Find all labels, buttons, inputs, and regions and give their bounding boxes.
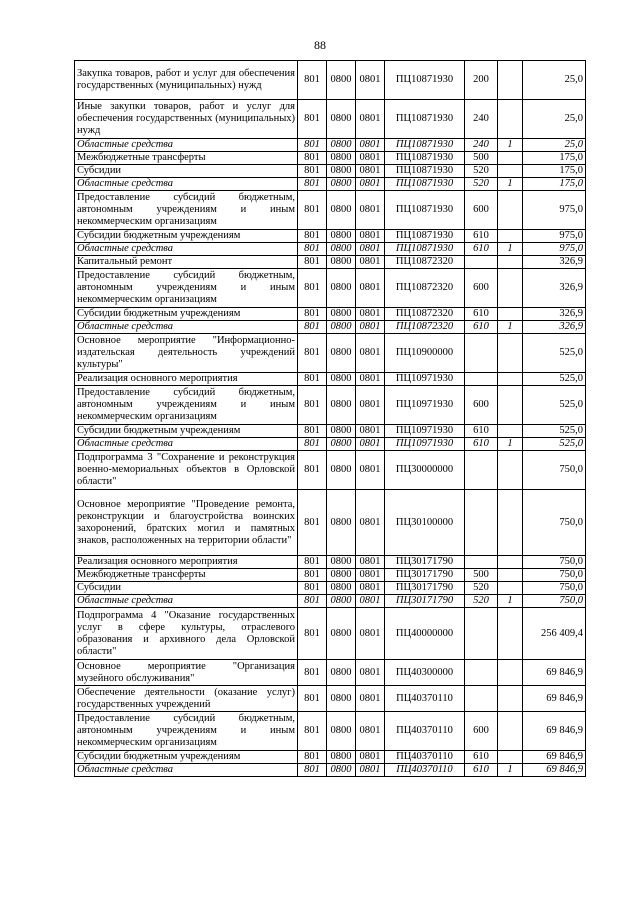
table-row xyxy=(75,386,586,425)
row-ved: 801 xyxy=(298,373,327,386)
row-name: Капитальный ремонт xyxy=(75,256,298,269)
table-row xyxy=(75,490,586,556)
row-subsection: 0801 xyxy=(356,751,385,764)
row-subsection: 0801 xyxy=(356,582,385,595)
row-name: Областные средства xyxy=(75,243,298,256)
row-funding-source xyxy=(498,712,523,751)
row-funding-source xyxy=(498,386,523,425)
row-target-article: ПЦ10871930 xyxy=(385,61,465,100)
row-subsection: 0801 xyxy=(356,243,385,256)
row-subsection: 0801 xyxy=(356,386,385,425)
row-section: 0800 xyxy=(327,686,356,712)
row-amount: 25,0 xyxy=(523,100,586,139)
table-row xyxy=(75,438,586,451)
table-row xyxy=(75,191,586,230)
table-row xyxy=(75,334,586,373)
row-subsection: 0801 xyxy=(356,556,385,569)
row-amount: 256 409,4 xyxy=(523,608,586,660)
row-target-article: ПЦ10871930 xyxy=(385,243,465,256)
row-funding-source xyxy=(498,373,523,386)
row-name: Субсидии бюджетным учреждениям xyxy=(75,230,298,243)
row-funding-source: 1 xyxy=(498,321,523,334)
row-funding-source xyxy=(498,451,523,490)
row-target-article: ПЦ10871930 xyxy=(385,165,465,178)
row-ved: 801 xyxy=(298,139,327,152)
row-ved: 801 xyxy=(298,556,327,569)
row-ved: 801 xyxy=(298,178,327,191)
row-expense-type: 610 xyxy=(465,321,498,334)
table-row xyxy=(75,230,586,243)
table-row xyxy=(75,61,586,100)
row-section: 0800 xyxy=(327,191,356,230)
row-name: Областные средства xyxy=(75,178,298,191)
row-expense-type: 500 xyxy=(465,152,498,165)
row-ved: 801 xyxy=(298,269,327,308)
table-row xyxy=(75,451,586,490)
row-target-article: ПЦ30171790 xyxy=(385,582,465,595)
row-expense-type: 610 xyxy=(465,751,498,764)
row-expense-type: 610 xyxy=(465,438,498,451)
row-target-article: ПЦ30000000 xyxy=(385,451,465,490)
row-section: 0800 xyxy=(327,178,356,191)
row-expense-type: 520 xyxy=(465,582,498,595)
row-target-article: ПЦ10871930 xyxy=(385,152,465,165)
row-funding-source xyxy=(498,425,523,438)
row-section: 0800 xyxy=(327,373,356,386)
budget-table-body xyxy=(75,61,586,777)
row-amount: 25,0 xyxy=(523,61,586,100)
row-name: Основное мероприятие "Информационно-издательская деятельность учреждений культуры" xyxy=(75,334,298,373)
row-expense-type: 200 xyxy=(465,61,498,100)
row-name: Областные средства xyxy=(75,764,298,777)
row-section: 0800 xyxy=(327,230,356,243)
table-row xyxy=(75,100,586,139)
row-section: 0800 xyxy=(327,256,356,269)
row-expense-type: 600 xyxy=(465,269,498,308)
row-ved: 801 xyxy=(298,230,327,243)
row-amount: 69 846,9 xyxy=(523,751,586,764)
row-amount: 750,0 xyxy=(523,490,586,556)
table-row xyxy=(75,595,586,608)
row-name: Подпрограмма 4 "Оказание государственных услуг в сфере культуры, отраслевого образования и архивного дела Орловской области" xyxy=(75,608,298,660)
row-section: 0800 xyxy=(327,243,356,256)
row-expense-type xyxy=(465,556,498,569)
row-subsection: 0801 xyxy=(356,308,385,321)
row-amount: 525,0 xyxy=(523,373,586,386)
row-funding-source xyxy=(498,582,523,595)
row-amount: 525,0 xyxy=(523,438,586,451)
row-ved: 801 xyxy=(298,438,327,451)
row-name: Подпрограмма 3 "Сохранение и реконструкция военно-мемориальных объектов в Орловской области" xyxy=(75,451,298,490)
row-section: 0800 xyxy=(327,100,356,139)
row-target-article: ПЦ30171790 xyxy=(385,569,465,582)
table-row xyxy=(75,256,586,269)
row-subsection: 0801 xyxy=(356,764,385,777)
row-target-article: ПЦ10971930 xyxy=(385,386,465,425)
row-subsection: 0801 xyxy=(356,334,385,373)
row-target-article: ПЦ10871930 xyxy=(385,139,465,152)
row-ved: 801 xyxy=(298,569,327,582)
row-section: 0800 xyxy=(327,764,356,777)
row-section: 0800 xyxy=(327,61,356,100)
row-expense-type xyxy=(465,686,498,712)
row-subsection: 0801 xyxy=(356,608,385,660)
row-name: Закупка товаров, работ и услуг для обеспечения государственных (муниципальных) нужд xyxy=(75,61,298,100)
row-amount: 525,0 xyxy=(523,425,586,438)
row-amount: 25,0 xyxy=(523,139,586,152)
row-section: 0800 xyxy=(327,595,356,608)
row-name: Субсидии бюджетным учреждениям xyxy=(75,751,298,764)
row-funding-source xyxy=(498,556,523,569)
row-expense-type xyxy=(465,334,498,373)
row-subsection: 0801 xyxy=(356,712,385,751)
row-ved: 801 xyxy=(298,191,327,230)
table-row xyxy=(75,425,586,438)
row-subsection: 0801 xyxy=(356,686,385,712)
row-name: Областные средства xyxy=(75,595,298,608)
row-section: 0800 xyxy=(327,660,356,686)
row-expense-type: 520 xyxy=(465,165,498,178)
row-name: Основное мероприятие "Проведение ремонта, реконструкции и благоустройства воинских захоронений, братских могил и памятных знаков, расположенных на территории области" xyxy=(75,490,298,556)
row-expense-type: 610 xyxy=(465,243,498,256)
row-target-article: ПЦ40370110 xyxy=(385,712,465,751)
row-section: 0800 xyxy=(327,386,356,425)
row-target-article: ПЦ30171790 xyxy=(385,595,465,608)
row-amount: 175,0 xyxy=(523,178,586,191)
row-name: Предоставление субсидий бюджетным, автономным учреждениям и иным некоммерческим организациям xyxy=(75,712,298,751)
row-name: Субсидии бюджетным учреждениям xyxy=(75,425,298,438)
table-row xyxy=(75,569,586,582)
row-funding-source xyxy=(498,152,523,165)
row-subsection: 0801 xyxy=(356,191,385,230)
table-row xyxy=(75,660,586,686)
row-target-article: ПЦ10871930 xyxy=(385,230,465,243)
row-ved: 801 xyxy=(298,100,327,139)
row-amount: 975,0 xyxy=(523,230,586,243)
table-row xyxy=(75,712,586,751)
row-expense-type xyxy=(465,490,498,556)
row-funding-source xyxy=(498,256,523,269)
row-name: Областные средства xyxy=(75,321,298,334)
page-number: 88 xyxy=(314,38,326,52)
table-row xyxy=(75,152,586,165)
row-ved: 801 xyxy=(298,712,327,751)
row-name: Реализация основного мероприятия xyxy=(75,373,298,386)
row-name: Предоставление субсидий бюджетным, автономным учреждениям и иным некоммерческим организациям xyxy=(75,386,298,425)
row-ved: 801 xyxy=(298,334,327,373)
budget-table xyxy=(74,60,586,777)
row-name: Реализация основного мероприятия xyxy=(75,556,298,569)
table-row xyxy=(75,582,586,595)
row-target-article: ПЦ40300000 xyxy=(385,660,465,686)
row-amount: 750,0 xyxy=(523,556,586,569)
row-section: 0800 xyxy=(327,712,356,751)
row-section: 0800 xyxy=(327,152,356,165)
row-expense-type: 610 xyxy=(465,764,498,777)
table-row xyxy=(75,178,586,191)
row-subsection: 0801 xyxy=(356,230,385,243)
row-ved: 801 xyxy=(298,386,327,425)
row-target-article: ПЦ10971930 xyxy=(385,373,465,386)
row-amount: 326,9 xyxy=(523,308,586,321)
row-funding-source: 1 xyxy=(498,764,523,777)
row-name: Субсидии xyxy=(75,582,298,595)
row-ved: 801 xyxy=(298,451,327,490)
row-funding-source: 1 xyxy=(498,139,523,152)
row-target-article: ПЦ40370110 xyxy=(385,686,465,712)
row-expense-type xyxy=(465,451,498,490)
row-expense-type: 500 xyxy=(465,569,498,582)
row-funding-source: 1 xyxy=(498,243,523,256)
row-section: 0800 xyxy=(327,139,356,152)
row-expense-type: 610 xyxy=(465,308,498,321)
row-expense-type xyxy=(465,660,498,686)
row-name: Межбюджетные трансферты xyxy=(75,569,298,582)
row-target-article: ПЦ40370110 xyxy=(385,764,465,777)
row-amount: 326,9 xyxy=(523,321,586,334)
row-name: Обеспечение деятельности (оказание услуг) государственных учреждений xyxy=(75,686,298,712)
row-amount: 750,0 xyxy=(523,582,586,595)
row-funding-source xyxy=(498,569,523,582)
row-amount: 975,0 xyxy=(523,243,586,256)
row-target-article: ПЦ10971930 xyxy=(385,425,465,438)
row-name: Иные закупки товаров, работ и услуг для обеспечения государственных (муниципальных) нужд xyxy=(75,100,298,139)
row-section: 0800 xyxy=(327,569,356,582)
row-amount: 326,9 xyxy=(523,256,586,269)
row-section: 0800 xyxy=(327,751,356,764)
row-ved: 801 xyxy=(298,321,327,334)
row-target-article: ПЦ30171790 xyxy=(385,556,465,569)
row-expense-type: 520 xyxy=(465,178,498,191)
row-expense-type: 520 xyxy=(465,595,498,608)
row-subsection: 0801 xyxy=(356,139,385,152)
row-expense-type: 240 xyxy=(465,139,498,152)
row-ved: 801 xyxy=(298,243,327,256)
row-expense-type xyxy=(465,608,498,660)
table-row xyxy=(75,165,586,178)
row-ved: 801 xyxy=(298,425,327,438)
row-amount: 69 846,9 xyxy=(523,712,586,751)
row-target-article: ПЦ40000000 xyxy=(385,608,465,660)
row-amount: 175,0 xyxy=(523,152,586,165)
row-expense-type: 600 xyxy=(465,386,498,425)
row-subsection: 0801 xyxy=(356,569,385,582)
row-section: 0800 xyxy=(327,308,356,321)
row-expense-type: 600 xyxy=(465,712,498,751)
row-expense-type: 610 xyxy=(465,425,498,438)
row-funding-source: 1 xyxy=(498,438,523,451)
row-amount: 175,0 xyxy=(523,165,586,178)
table-row xyxy=(75,308,586,321)
row-subsection: 0801 xyxy=(356,165,385,178)
row-funding-source: 1 xyxy=(498,595,523,608)
row-subsection: 0801 xyxy=(356,61,385,100)
row-target-article: ПЦ10872320 xyxy=(385,308,465,321)
row-name: Субсидии xyxy=(75,165,298,178)
row-amount: 326,9 xyxy=(523,269,586,308)
row-funding-source xyxy=(498,608,523,660)
row-subsection: 0801 xyxy=(356,490,385,556)
row-subsection: 0801 xyxy=(356,660,385,686)
row-name: Областные средства xyxy=(75,139,298,152)
row-name: Областные средства xyxy=(75,438,298,451)
row-target-article: ПЦ30100000 xyxy=(385,490,465,556)
row-ved: 801 xyxy=(298,165,327,178)
row-expense-type: 610 xyxy=(465,230,498,243)
row-funding-source xyxy=(498,308,523,321)
row-ved: 801 xyxy=(298,751,327,764)
row-ved: 801 xyxy=(298,61,327,100)
row-funding-source xyxy=(498,686,523,712)
row-section: 0800 xyxy=(327,165,356,178)
row-subsection: 0801 xyxy=(356,178,385,191)
row-name: Межбюджетные трансферты xyxy=(75,152,298,165)
row-amount: 975,0 xyxy=(523,191,586,230)
row-amount: 750,0 xyxy=(523,451,586,490)
row-section: 0800 xyxy=(327,490,356,556)
row-amount: 69 846,9 xyxy=(523,686,586,712)
row-funding-source xyxy=(498,490,523,556)
row-section: 0800 xyxy=(327,438,356,451)
table-row xyxy=(75,243,586,256)
row-target-article: ПЦ10872320 xyxy=(385,321,465,334)
row-name: Основное мероприятие "Организация музейного обслуживания" xyxy=(75,660,298,686)
row-expense-type: 240 xyxy=(465,100,498,139)
row-target-article: ПЦ10871930 xyxy=(385,191,465,230)
row-subsection: 0801 xyxy=(356,373,385,386)
row-ved: 801 xyxy=(298,764,327,777)
table-row xyxy=(75,608,586,660)
row-funding-source xyxy=(498,660,523,686)
row-funding-source xyxy=(498,334,523,373)
row-expense-type: 600 xyxy=(465,191,498,230)
row-funding-source xyxy=(498,100,523,139)
row-section: 0800 xyxy=(327,582,356,595)
row-subsection: 0801 xyxy=(356,321,385,334)
row-ved: 801 xyxy=(298,660,327,686)
row-section: 0800 xyxy=(327,334,356,373)
row-ved: 801 xyxy=(298,490,327,556)
row-funding-source xyxy=(498,230,523,243)
row-expense-type xyxy=(465,256,498,269)
row-amount: 750,0 xyxy=(523,569,586,582)
row-subsection: 0801 xyxy=(356,256,385,269)
row-ved: 801 xyxy=(298,582,327,595)
row-amount: 525,0 xyxy=(523,334,586,373)
row-section: 0800 xyxy=(327,556,356,569)
row-amount: 750,0 xyxy=(523,595,586,608)
row-section: 0800 xyxy=(327,321,356,334)
row-name: Предоставление субсидий бюджетным, автономным учреждениям и иным некоммерческим организациям xyxy=(75,269,298,308)
row-ved: 801 xyxy=(298,152,327,165)
row-amount: 69 846,9 xyxy=(523,764,586,777)
row-ved: 801 xyxy=(298,308,327,321)
table-row xyxy=(75,686,586,712)
row-target-article: ПЦ10900000 xyxy=(385,334,465,373)
table-row xyxy=(75,556,586,569)
row-expense-type xyxy=(465,373,498,386)
row-section: 0800 xyxy=(327,451,356,490)
row-funding-source xyxy=(498,165,523,178)
row-subsection: 0801 xyxy=(356,269,385,308)
table-row xyxy=(75,764,586,777)
row-name: Предоставление субсидий бюджетным, автономным учреждениям и иным некоммерческим организациям xyxy=(75,191,298,230)
row-ved: 801 xyxy=(298,686,327,712)
row-subsection: 0801 xyxy=(356,438,385,451)
table-row xyxy=(75,139,586,152)
row-subsection: 0801 xyxy=(356,595,385,608)
row-subsection: 0801 xyxy=(356,451,385,490)
row-section: 0800 xyxy=(327,425,356,438)
row-subsection: 0801 xyxy=(356,152,385,165)
row-funding-source: 1 xyxy=(498,178,523,191)
row-name: Субсидии бюджетным учреждениям xyxy=(75,308,298,321)
row-funding-source xyxy=(498,191,523,230)
row-funding-source xyxy=(498,751,523,764)
table-row xyxy=(75,373,586,386)
row-target-article: ПЦ10872320 xyxy=(385,256,465,269)
row-amount: 525,0 xyxy=(523,386,586,425)
table-row xyxy=(75,751,586,764)
row-funding-source xyxy=(498,269,523,308)
row-target-article: ПЦ40370110 xyxy=(385,751,465,764)
row-target-article: ПЦ10871930 xyxy=(385,100,465,139)
table-row xyxy=(75,321,586,334)
row-ved: 801 xyxy=(298,595,327,608)
row-ved: 801 xyxy=(298,608,327,660)
row-subsection: 0801 xyxy=(356,100,385,139)
row-section: 0800 xyxy=(327,608,356,660)
row-ved: 801 xyxy=(298,256,327,269)
row-target-article: ПЦ10871930 xyxy=(385,178,465,191)
row-amount: 69 846,9 xyxy=(523,660,586,686)
row-target-article: ПЦ10872320 xyxy=(385,269,465,308)
row-funding-source xyxy=(498,61,523,100)
row-target-article: ПЦ10971930 xyxy=(385,438,465,451)
row-subsection: 0801 xyxy=(356,425,385,438)
table-row xyxy=(75,269,586,308)
row-section: 0800 xyxy=(327,269,356,308)
